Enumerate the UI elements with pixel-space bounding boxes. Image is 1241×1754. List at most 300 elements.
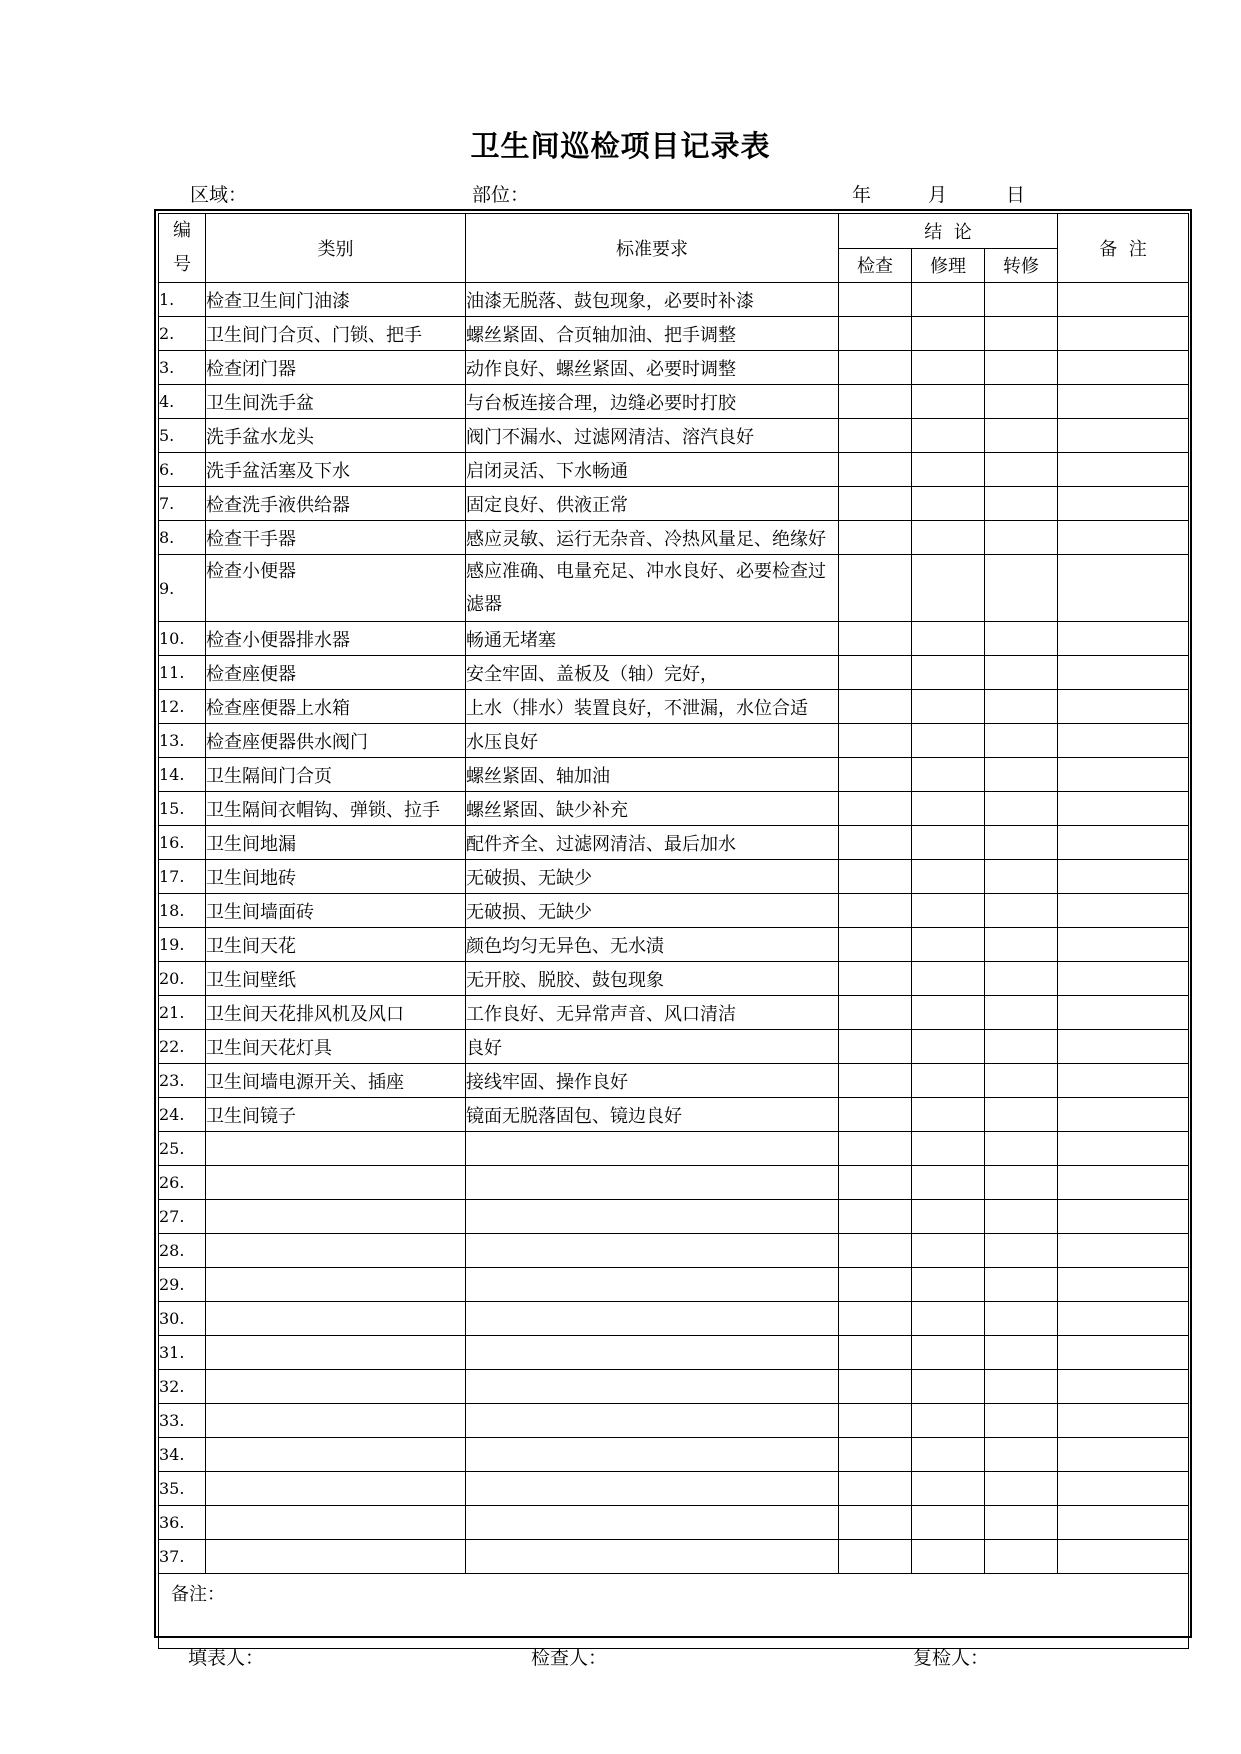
row-number: 25. bbox=[159, 1132, 206, 1166]
row-category: 卫生间墙面砖 bbox=[206, 894, 466, 928]
table-row bbox=[159, 1234, 1189, 1268]
row-transfer-cell[interactable] bbox=[985, 317, 1058, 351]
month-label: 月 bbox=[928, 184, 948, 206]
table-row bbox=[159, 1336, 1189, 1370]
row-number: 8. bbox=[159, 521, 206, 555]
row-category: 卫生隔间门合页 bbox=[206, 758, 466, 792]
row-standard[interactable] bbox=[466, 1438, 839, 1472]
row-transfer-cell[interactable] bbox=[985, 962, 1058, 996]
row-number: 2. bbox=[159, 317, 206, 351]
row-check-cell[interactable] bbox=[839, 1200, 912, 1234]
header-repair: 修理 bbox=[912, 248, 985, 283]
row-remarks-cell[interactable] bbox=[1058, 1132, 1189, 1166]
row-repair-cell[interactable] bbox=[912, 996, 985, 1030]
row-category[interactable] bbox=[206, 1472, 466, 1506]
row-repair-cell[interactable] bbox=[912, 1506, 985, 1540]
row-category: 卫生间洗手盆 bbox=[206, 385, 466, 419]
row-category: 卫生间墙电源开关、插座 bbox=[206, 1064, 466, 1098]
table-row bbox=[159, 1472, 1189, 1506]
row-number: 14. bbox=[159, 758, 206, 792]
row-repair-cell[interactable] bbox=[912, 1438, 985, 1472]
row-remarks-cell[interactable] bbox=[1058, 487, 1189, 521]
row-remarks-cell[interactable] bbox=[1058, 385, 1189, 419]
inspector-label: 检查人： bbox=[531, 1647, 608, 1669]
row-number: 32. bbox=[159, 1370, 206, 1404]
row-remarks-cell[interactable] bbox=[1058, 1540, 1189, 1574]
row-standard: 油漆无脱落、鼓包现象，必要时补漆 bbox=[466, 283, 839, 317]
row-check-cell[interactable] bbox=[839, 1302, 912, 1336]
row-number: 16. bbox=[159, 826, 206, 860]
row-number: 33. bbox=[159, 1404, 206, 1438]
row-transfer-cell[interactable] bbox=[985, 1370, 1058, 1404]
row-category: 检查座便器上水箱 bbox=[206, 690, 466, 724]
row-check-cell[interactable] bbox=[839, 1404, 912, 1438]
row-transfer-cell[interactable] bbox=[985, 1064, 1058, 1098]
area-label: 区域： bbox=[190, 184, 248, 206]
row-remarks-cell[interactable] bbox=[1058, 1302, 1189, 1336]
row-repair-cell[interactable] bbox=[912, 690, 985, 724]
row-remarks-cell[interactable] bbox=[1058, 1336, 1189, 1370]
row-category[interactable] bbox=[206, 1268, 466, 1302]
row-category: 卫生间地漏 bbox=[206, 826, 466, 860]
row-repair-cell[interactable] bbox=[912, 1132, 985, 1166]
row-category: 检查卫生间门油漆 bbox=[206, 283, 466, 317]
row-check-cell[interactable] bbox=[839, 792, 912, 826]
row-repair-cell[interactable] bbox=[912, 317, 985, 351]
row-standard: 螺丝紧固、合页轴加油、把手调整 bbox=[466, 317, 839, 351]
header-number-line2: 号 bbox=[173, 254, 191, 275]
row-repair-cell[interactable] bbox=[912, 555, 985, 622]
row-remarks-cell[interactable] bbox=[1058, 826, 1189, 860]
row-standard[interactable] bbox=[466, 1234, 839, 1268]
table-row bbox=[159, 487, 1189, 521]
row-standard: 工作良好、无异常声音、风口清洁 bbox=[466, 996, 839, 1030]
table-row bbox=[159, 1302, 1189, 1336]
row-standard[interactable] bbox=[466, 1506, 839, 1540]
table-row bbox=[159, 1064, 1189, 1098]
row-check-cell[interactable] bbox=[839, 385, 912, 419]
row-check-cell[interactable] bbox=[839, 1030, 912, 1064]
row-standard[interactable] bbox=[466, 1132, 839, 1166]
table-row bbox=[159, 826, 1189, 860]
row-category: 检查座便器供水阀门 bbox=[206, 724, 466, 758]
row-check-cell[interactable] bbox=[839, 555, 912, 622]
row-number: 35. bbox=[159, 1472, 206, 1506]
row-transfer-cell[interactable] bbox=[985, 419, 1058, 453]
row-remarks-cell[interactable] bbox=[1058, 690, 1189, 724]
table-row bbox=[159, 521, 1189, 555]
row-standard: 固定良好、供液正常 bbox=[466, 487, 839, 521]
row-number: 26. bbox=[159, 1166, 206, 1200]
row-check-cell[interactable] bbox=[839, 622, 912, 656]
row-repair-cell[interactable] bbox=[912, 1200, 985, 1234]
row-category[interactable] bbox=[206, 1540, 466, 1574]
row-number: 6. bbox=[159, 453, 206, 487]
row-repair-cell[interactable] bbox=[912, 928, 985, 962]
row-category: 卫生间地砖 bbox=[206, 860, 466, 894]
row-category: 卫生间壁纸 bbox=[206, 962, 466, 996]
row-transfer-cell[interactable] bbox=[985, 894, 1058, 928]
row-check-cell[interactable] bbox=[839, 758, 912, 792]
row-transfer-cell[interactable] bbox=[985, 1336, 1058, 1370]
row-check-cell[interactable] bbox=[839, 1098, 912, 1132]
row-repair-cell[interactable] bbox=[912, 792, 985, 826]
row-standard[interactable] bbox=[466, 1302, 839, 1336]
row-transfer-cell[interactable] bbox=[985, 1030, 1058, 1064]
row-remarks-cell[interactable] bbox=[1058, 894, 1189, 928]
row-standard: 配件齐全、过滤网清洁、最后加水 bbox=[466, 826, 839, 860]
row-number: 19. bbox=[159, 928, 206, 962]
row-standard: 接线牢固、操作良好 bbox=[466, 1064, 839, 1098]
row-number: 4. bbox=[159, 385, 206, 419]
row-category[interactable] bbox=[206, 1336, 466, 1370]
row-transfer-cell[interactable] bbox=[985, 1132, 1058, 1166]
table-row bbox=[159, 1404, 1189, 1438]
row-transfer-cell[interactable] bbox=[985, 283, 1058, 317]
row-category: 卫生间天花 bbox=[206, 928, 466, 962]
row-repair-cell[interactable] bbox=[912, 521, 985, 555]
row-number: 23. bbox=[159, 1064, 206, 1098]
row-remarks-cell[interactable] bbox=[1058, 1200, 1189, 1234]
row-standard[interactable] bbox=[466, 1404, 839, 1438]
header-check: 检查 bbox=[839, 248, 912, 283]
row-standard: 螺丝紧固、轴加油 bbox=[466, 758, 839, 792]
row-standard[interactable] bbox=[466, 1336, 839, 1370]
row-standard: 启闭灵活、下水畅通 bbox=[466, 453, 839, 487]
row-check-cell[interactable] bbox=[839, 1132, 912, 1166]
row-number: 13. bbox=[159, 724, 206, 758]
row-standard: 颜色均匀无异色、无水渍 bbox=[466, 928, 839, 962]
row-category: 洗手盆活塞及下水 bbox=[206, 453, 466, 487]
row-standard: 畅通无堵塞 bbox=[466, 622, 839, 656]
row-standard: 安全牢固、盖板及（轴）完好， bbox=[466, 656, 839, 690]
row-transfer-cell[interactable] bbox=[985, 792, 1058, 826]
row-category[interactable] bbox=[206, 1506, 466, 1540]
row-standard: 感应灵敏、运行无杂音、冷热风量足、绝缘好 bbox=[466, 521, 839, 555]
row-remarks-cell[interactable] bbox=[1058, 1404, 1189, 1438]
row-check-cell[interactable] bbox=[839, 860, 912, 894]
row-repair-cell[interactable] bbox=[912, 1370, 985, 1404]
row-check-cell[interactable] bbox=[839, 894, 912, 928]
row-transfer-cell[interactable] bbox=[985, 351, 1058, 385]
row-standard: 水压良好 bbox=[466, 724, 839, 758]
table-row bbox=[159, 860, 1189, 894]
row-remarks-cell[interactable] bbox=[1058, 860, 1189, 894]
row-repair-cell[interactable] bbox=[912, 860, 985, 894]
row-transfer-cell[interactable] bbox=[985, 1268, 1058, 1302]
row-check-cell[interactable] bbox=[839, 453, 912, 487]
row-remarks-cell[interactable] bbox=[1058, 1064, 1189, 1098]
row-standard: 上水（排水）装置良好，不泄漏，水位合适 bbox=[466, 690, 839, 724]
row-repair-cell[interactable] bbox=[912, 351, 985, 385]
row-repair-cell[interactable] bbox=[912, 724, 985, 758]
row-repair-cell[interactable] bbox=[912, 385, 985, 419]
row-category[interactable] bbox=[206, 1132, 466, 1166]
row-category[interactable] bbox=[206, 1404, 466, 1438]
header-remarks: 备 注 bbox=[1058, 214, 1189, 283]
row-repair-cell[interactable] bbox=[912, 656, 985, 690]
row-transfer-cell[interactable] bbox=[985, 1166, 1058, 1200]
row-check-cell[interactable] bbox=[839, 1234, 912, 1268]
row-transfer-cell[interactable] bbox=[985, 385, 1058, 419]
table-row bbox=[159, 351, 1189, 385]
row-number: 18. bbox=[159, 894, 206, 928]
row-check-cell[interactable] bbox=[839, 1438, 912, 1472]
table-row bbox=[159, 419, 1189, 453]
row-remarks-cell[interactable] bbox=[1058, 1166, 1189, 1200]
row-number: 21. bbox=[159, 996, 206, 1030]
table-row bbox=[159, 385, 1189, 419]
row-transfer-cell[interactable] bbox=[985, 1438, 1058, 1472]
row-remarks-cell[interactable] bbox=[1058, 453, 1189, 487]
row-standard: 无破损、无缺少 bbox=[466, 860, 839, 894]
table-body bbox=[159, 283, 1189, 1574]
row-check-cell[interactable] bbox=[839, 690, 912, 724]
row-remarks-cell[interactable] bbox=[1058, 521, 1189, 555]
row-check-cell[interactable] bbox=[839, 1064, 912, 1098]
table-row bbox=[159, 1098, 1189, 1132]
row-repair-cell[interactable] bbox=[912, 894, 985, 928]
table-row bbox=[159, 758, 1189, 792]
row-repair-cell[interactable] bbox=[912, 1098, 985, 1132]
row-standard: 镜面无脱落固包、镜边良好 bbox=[466, 1098, 839, 1132]
row-transfer-cell[interactable] bbox=[985, 521, 1058, 555]
row-number: 24. bbox=[159, 1098, 206, 1132]
row-number: 36. bbox=[159, 1506, 206, 1540]
header-transfer: 转修 bbox=[985, 248, 1058, 283]
row-repair-cell[interactable] bbox=[912, 1540, 985, 1574]
table-row bbox=[159, 996, 1189, 1030]
table-row bbox=[159, 1506, 1189, 1540]
row-transfer-cell[interactable] bbox=[985, 1098, 1058, 1132]
year-label: 年 bbox=[852, 184, 872, 206]
row-number: 29. bbox=[159, 1268, 206, 1302]
row-number: 31. bbox=[159, 1336, 206, 1370]
row-transfer-cell[interactable] bbox=[985, 1540, 1058, 1574]
row-standard: 感应准确、电量充足、冲水良好、必要检查过滤器 bbox=[466, 555, 839, 622]
row-check-cell[interactable] bbox=[839, 962, 912, 996]
row-repair-cell[interactable] bbox=[912, 1268, 985, 1302]
row-transfer-cell[interactable] bbox=[985, 826, 1058, 860]
table-row bbox=[159, 1166, 1189, 1200]
row-check-cell[interactable] bbox=[839, 826, 912, 860]
row-transfer-cell[interactable] bbox=[985, 758, 1058, 792]
row-check-cell[interactable] bbox=[839, 419, 912, 453]
row-category: 卫生间天花灯具 bbox=[206, 1030, 466, 1064]
row-repair-cell[interactable] bbox=[912, 1234, 985, 1268]
row-remarks-cell[interactable] bbox=[1058, 555, 1189, 622]
row-transfer-cell[interactable] bbox=[985, 996, 1058, 1030]
row-number: 15. bbox=[159, 792, 206, 826]
table-row bbox=[159, 724, 1189, 758]
row-check-cell[interactable] bbox=[839, 1506, 912, 1540]
row-transfer-cell[interactable] bbox=[985, 1200, 1058, 1234]
row-repair-cell[interactable] bbox=[912, 1064, 985, 1098]
row-check-cell[interactable] bbox=[839, 928, 912, 962]
row-repair-cell[interactable] bbox=[912, 1030, 985, 1064]
row-remarks-cell[interactable] bbox=[1058, 1030, 1189, 1064]
row-category: 检查座便器 bbox=[206, 656, 466, 690]
inspection-table bbox=[158, 213, 1189, 1649]
row-standard[interactable] bbox=[466, 1166, 839, 1200]
row-transfer-cell[interactable] bbox=[985, 1234, 1058, 1268]
row-transfer-cell[interactable] bbox=[985, 555, 1058, 622]
row-standard: 无破损、无缺少 bbox=[466, 894, 839, 928]
table-row bbox=[159, 1438, 1189, 1472]
table-row bbox=[159, 1132, 1189, 1166]
row-remarks-cell[interactable] bbox=[1058, 656, 1189, 690]
row-category: 检查洗手液供给器 bbox=[206, 487, 466, 521]
row-transfer-cell[interactable] bbox=[985, 724, 1058, 758]
row-check-cell[interactable] bbox=[839, 1370, 912, 1404]
row-check-cell[interactable] bbox=[839, 724, 912, 758]
row-standard[interactable] bbox=[466, 1472, 839, 1506]
row-transfer-cell[interactable] bbox=[985, 690, 1058, 724]
row-category[interactable] bbox=[206, 1166, 466, 1200]
row-repair-cell[interactable] bbox=[912, 1472, 985, 1506]
row-remarks-cell[interactable] bbox=[1058, 1506, 1189, 1540]
row-repair-cell[interactable] bbox=[912, 826, 985, 860]
table-row bbox=[159, 792, 1189, 826]
row-category[interactable] bbox=[206, 1200, 466, 1234]
table-row bbox=[159, 453, 1189, 487]
table-row bbox=[159, 1200, 1189, 1234]
row-number: 7. bbox=[159, 487, 206, 521]
row-number: 27. bbox=[159, 1200, 206, 1234]
row-remarks-cell[interactable] bbox=[1058, 1234, 1189, 1268]
row-number: 28. bbox=[159, 1234, 206, 1268]
reinspector-label: 复检人： bbox=[913, 1647, 990, 1669]
table-row bbox=[159, 283, 1189, 317]
row-check-cell[interactable] bbox=[839, 1166, 912, 1200]
table-row bbox=[159, 1540, 1189, 1574]
row-number: 30. bbox=[159, 1302, 206, 1336]
row-repair-cell[interactable] bbox=[912, 419, 985, 453]
row-standard[interactable] bbox=[466, 1268, 839, 1302]
row-category[interactable] bbox=[206, 1438, 466, 1472]
row-repair-cell[interactable] bbox=[912, 1302, 985, 1336]
row-check-cell[interactable] bbox=[839, 1472, 912, 1506]
row-standard: 动作良好、螺丝紧固、必要时调整 bbox=[466, 351, 839, 385]
row-check-cell[interactable] bbox=[839, 521, 912, 555]
row-number: 37. bbox=[159, 1540, 206, 1574]
row-transfer-cell[interactable] bbox=[985, 453, 1058, 487]
position-label: 部位： bbox=[472, 184, 530, 206]
row-remarks-cell[interactable] bbox=[1058, 351, 1189, 385]
row-category[interactable] bbox=[206, 1302, 466, 1336]
row-category: 检查干手器 bbox=[206, 521, 466, 555]
row-standard[interactable] bbox=[466, 1540, 839, 1574]
row-check-cell[interactable] bbox=[839, 656, 912, 690]
row-remarks-cell[interactable] bbox=[1058, 1098, 1189, 1132]
row-remarks-cell[interactable] bbox=[1058, 758, 1189, 792]
row-remarks-cell[interactable] bbox=[1058, 419, 1189, 453]
table-row bbox=[159, 1370, 1189, 1404]
row-category[interactable] bbox=[206, 1234, 466, 1268]
row-transfer-cell[interactable] bbox=[985, 487, 1058, 521]
row-remarks-cell[interactable] bbox=[1058, 283, 1189, 317]
row-transfer-cell[interactable] bbox=[985, 1506, 1058, 1540]
notes-cell[interactable]: 备注： bbox=[159, 1574, 1189, 1649]
table-row bbox=[159, 656, 1189, 690]
row-number: 5. bbox=[159, 419, 206, 453]
row-number: 20. bbox=[159, 962, 206, 996]
row-remarks-cell[interactable] bbox=[1058, 792, 1189, 826]
row-check-cell[interactable] bbox=[839, 283, 912, 317]
table-row bbox=[159, 1030, 1189, 1064]
row-check-cell[interactable] bbox=[839, 1540, 912, 1574]
row-transfer-cell[interactable] bbox=[985, 1302, 1058, 1336]
row-check-cell[interactable] bbox=[839, 317, 912, 351]
row-standard[interactable] bbox=[466, 1200, 839, 1234]
row-transfer-cell[interactable] bbox=[985, 1404, 1058, 1438]
row-remarks-cell[interactable] bbox=[1058, 1268, 1189, 1302]
row-repair-cell[interactable] bbox=[912, 487, 985, 521]
row-transfer-cell[interactable] bbox=[985, 860, 1058, 894]
row-check-cell[interactable] bbox=[839, 351, 912, 385]
row-repair-cell[interactable] bbox=[912, 1166, 985, 1200]
table-row bbox=[159, 928, 1189, 962]
row-remarks-cell[interactable] bbox=[1058, 317, 1189, 351]
row-standard: 螺丝紧固、缺少补充 bbox=[466, 792, 839, 826]
row-remarks-cell[interactable] bbox=[1058, 1472, 1189, 1506]
row-remarks-cell[interactable] bbox=[1058, 996, 1189, 1030]
row-check-cell[interactable] bbox=[839, 487, 912, 521]
row-remarks-cell[interactable] bbox=[1058, 1438, 1189, 1472]
table-row bbox=[159, 690, 1189, 724]
header-conclusion: 结 论 bbox=[839, 214, 1058, 249]
row-repair-cell[interactable] bbox=[912, 1404, 985, 1438]
row-category: 卫生间天花排风机及风口 bbox=[206, 996, 466, 1030]
row-number: 34. bbox=[159, 1438, 206, 1472]
row-number: 3. bbox=[159, 351, 206, 385]
row-category: 检查小便器排水器 bbox=[206, 622, 466, 656]
row-category[interactable] bbox=[206, 1370, 466, 1404]
row-repair-cell[interactable] bbox=[912, 962, 985, 996]
row-transfer-cell[interactable] bbox=[985, 622, 1058, 656]
row-standard[interactable] bbox=[466, 1370, 839, 1404]
row-category: 卫生隔间衣帽钩、弹锁、拉手 bbox=[206, 792, 466, 826]
row-transfer-cell[interactable] bbox=[985, 656, 1058, 690]
header-number-line1: 编 bbox=[173, 220, 191, 241]
row-remarks-cell[interactable] bbox=[1058, 928, 1189, 962]
row-repair-cell[interactable] bbox=[912, 283, 985, 317]
row-remarks-cell[interactable] bbox=[1058, 724, 1189, 758]
row-transfer-cell[interactable] bbox=[985, 1472, 1058, 1506]
row-repair-cell[interactable] bbox=[912, 1336, 985, 1370]
row-repair-cell[interactable] bbox=[912, 758, 985, 792]
row-standard: 与台板连接合理，边缝必要时打胶 bbox=[466, 385, 839, 419]
row-transfer-cell[interactable] bbox=[985, 928, 1058, 962]
row-check-cell[interactable] bbox=[839, 1336, 912, 1370]
row-standard: 良好 bbox=[466, 1030, 839, 1064]
row-standard: 无开胶、脱胶、鼓包现象 bbox=[466, 962, 839, 996]
row-remarks-cell[interactable] bbox=[1058, 962, 1189, 996]
row-remarks-cell[interactable] bbox=[1058, 1370, 1189, 1404]
row-remarks-cell[interactable] bbox=[1058, 622, 1189, 656]
row-number: 11. bbox=[159, 656, 206, 690]
row-check-cell[interactable] bbox=[839, 996, 912, 1030]
filler-label: 填表人： bbox=[188, 1647, 265, 1669]
row-number: 12. bbox=[159, 690, 206, 724]
row-check-cell[interactable] bbox=[839, 1268, 912, 1302]
row-repair-cell[interactable] bbox=[912, 622, 985, 656]
row-category: 洗手盆水龙头 bbox=[206, 419, 466, 453]
row-category: 检查小便器 bbox=[206, 555, 466, 622]
header-number bbox=[159, 214, 206, 283]
page-title: 卫生间巡检项目记录表 bbox=[470, 129, 771, 163]
row-repair-cell[interactable] bbox=[912, 453, 985, 487]
